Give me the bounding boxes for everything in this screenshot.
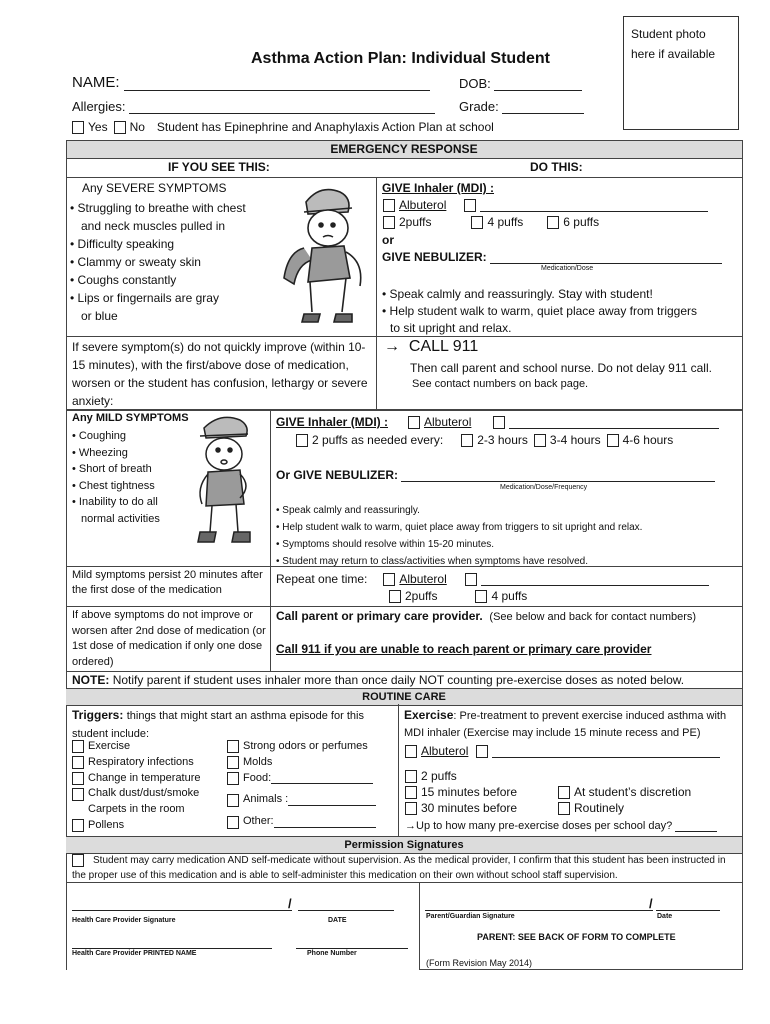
epi-text: Student has Epinephrine and Anaphylaxis Action Plan at school [156,120,494,134]
mild-title: Any MILD SYMPTOMS [72,412,189,424]
self-medicate-row: Student may carry medication AND self-medicate without supervision. As the medical provider, I confirm that this student has been instructed in the proper use of this medication and is able to self-administer this medication on their own without school staff supervision. [72,855,726,881]
trigger-item[interactable]: Strong odors or perfumes [227,739,376,755]
hcp-signature-label: Health Care Provider Signature [72,917,176,924]
mild-34h-checkbox[interactable] [534,434,546,447]
severe-4puffs-checkbox[interactable] [471,216,483,229]
dob-label: DOB: [459,76,491,91]
repeat-albuterol-checkbox[interactable] [383,573,395,586]
exercise-albuterol-checkbox[interactable] [405,745,417,758]
severe-item: • Difficulty speaking [70,237,175,251]
med-dose-caption: Medication/Dose [541,265,594,272]
hcp-date-label: DATE [328,917,347,924]
allergies-label: Allergies: [72,99,126,114]
exercise-other-checkbox[interactable] [476,745,488,758]
repeat-puffs-row: 2puffs 4 puffs [389,589,527,603]
mild-boy-illustration [180,412,270,552]
exercise-heading: Exercise: Pre-treatment to prevent exercise induced asthma with MDI inhaler (Exercise may include 15 minute recess and PE) [404,708,727,739]
dob-field[interactable] [459,76,582,91]
severe-item: • Clammy or sweaty skin [70,255,201,269]
exercise-options-right [558,784,691,816]
hcp-date-line[interactable] [298,896,394,911]
exercise-discretion[interactable]: At student’s discretion [558,784,691,800]
severe-nebulizer-row[interactable]: GIVE NEBULIZER: [382,250,722,264]
triggers-heading: Triggers: things that might start an asthma episode for this student include: [72,708,364,740]
exercise-2puffs[interactable]: 2 puffs [405,768,517,784]
student-photo-label: Student photo here if available [631,27,716,61]
exercise-15min[interactable]: 15 minutes before [405,784,517,800]
trigger-item[interactable]: Animals : [227,792,376,808]
form-title: Asthma Action Plan: Individual Student [251,50,550,67]
slash: / [649,896,653,911]
severe-actions: • Speak calmly and reassuringly. Stay with student! • Help student walk to warm, quiet place away from triggers to sit upright and relax. [382,287,698,335]
severe-other-med-line[interactable] [480,199,708,212]
repeat-4puffs-checkbox[interactable] [475,590,487,603]
call-parent-mild: Call parent or primary care provider. (See below and back for contact numbers) [276,609,697,623]
trigger-item[interactable]: Change in temperature [72,771,201,787]
allergies-field[interactable] [72,99,435,114]
grade-label: Grade: [459,99,499,114]
parent-date-label: Date [657,913,673,920]
trigger-item[interactable]: Exercise [72,739,201,755]
parent-back-note: PARENT: SEE BACK OF FORM TO COMPLETE [477,932,676,942]
mild-albuterol-checkbox[interactable] [408,416,420,429]
severe-albuterol-row: Albuterol [383,198,708,212]
mild-actions: • Speak calmly and reassuringly. • Help student walk to warm, quiet place away from triggers to sit upright and relax. • Symptoms should resolve within 15-20 minutes. • Student may return to class/activities when symptoms have resolved. [276,505,643,567]
trigger-item[interactable]: Chalk dust/dust/smoke [72,786,201,802]
mild-23h-checkbox[interactable] [461,434,473,447]
severe-2puffs-checkbox[interactable] [383,216,395,229]
trigger-item[interactable]: Molds [227,755,376,771]
severe-item: • Struggling to breathe with chest [70,201,246,215]
mild-2puffs-checkbox[interactable] [296,434,308,447]
if-you-see-header: IF YOU SEE THIS: [168,160,270,174]
hcp-name-line[interactable] [72,934,272,949]
severe-item: or blue [81,309,118,323]
repeat-other-line[interactable] [481,573,709,586]
give-inhaler-severe: GIVE Inhaler (MDI) : [382,181,495,195]
or-label: or [382,233,394,247]
repeat-2puffs-checkbox[interactable] [389,590,401,603]
trigger-item[interactable]: Other: [227,814,376,830]
repeat-other-checkbox[interactable] [465,573,477,586]
yes-checkbox[interactable] [72,121,84,134]
parent-signature-label: Parent/Guardian Signature [426,913,515,920]
mild-other-med-line[interactable] [509,416,719,429]
med-dose-freq-caption: Medication/Dose/Frequency [500,484,588,491]
exercise-other-line[interactable] [492,745,720,758]
exercise-routinely[interactable]: Routinely [558,800,691,816]
call-parent-severe: Then call parent and school nurse. Do not delay 911 call. [410,361,712,375]
hcp-phone-line[interactable] [296,934,408,949]
routine-band: ROUTINE CARE [66,688,742,706]
mild-list: • Coughing • Wheezing • Short of breath • Chest tightness • Inability to do all normal activities [72,430,160,525]
severe-item: • Lips or fingernails are gray [70,291,219,305]
mild-puffs-row: 2 puffs as needed every: 2-3 hours 3-4 hours 4-6 hours [296,433,673,447]
do-this-header: DO THIS: [530,160,583,174]
see-contact: See contact numbers on back page. [412,378,589,390]
severe-item: and neck muscles pulled in [81,219,226,233]
severe-6puffs-checkbox[interactable] [547,216,559,229]
exercise-30min[interactable]: 30 minutes before [405,800,517,816]
severe-albuterol-checkbox[interactable] [383,199,395,212]
no-label: No [129,120,145,134]
parent-signature-line[interactable] [425,896,653,911]
call-911-severe: → CALL 911 [384,338,479,355]
severe-other-med-checkbox[interactable] [464,199,476,212]
severe-item: • Coughs constantly [70,273,177,287]
name-label: NAME: [72,74,120,91]
permission-band: Permission Signatures [66,836,742,854]
severe-puffs-row: 2puffs 4 puffs 6 puffs [383,215,599,229]
yes-label: Yes [88,120,108,134]
self-medicate-checkbox[interactable] [72,854,84,867]
trigger-item[interactable]: Food: [227,771,376,787]
severe-title: Any SEVERE SYMPTOMS [82,181,227,195]
call-911-mild: Call 911 if you are unable to reach parent or primary care provider [276,642,652,656]
severe-list [70,199,246,325]
grade-field[interactable] [459,99,584,114]
epi-row [72,120,494,134]
triggers-left-list [72,739,201,834]
name-field[interactable] [72,74,430,91]
note-row: NOTE: Notify parent if student uses inhaler more than once daily NOT counting pre-exercise doses as noted below. [72,673,685,687]
hcp-name-label: Health Care Provider PRINTED NAME [72,950,197,957]
trigger-item[interactable]: Respiratory infections [72,755,201,771]
form-revision: (Form Revision May 2014) [426,958,533,968]
trigger-item[interactable]: Carpets in the room [88,803,185,816]
repeat-row: Repeat one time: Albuterol [276,572,709,586]
exercise-options [405,768,517,816]
no-checkbox[interactable] [114,121,126,134]
trigger-item[interactable]: Pollens [72,818,201,834]
mild-other-med-checkbox[interactable] [493,416,505,429]
phone-label: Phone Number [307,950,357,957]
mild-46h-checkbox[interactable] [607,434,619,447]
emergency-band: EMERGENCY RESPONSE [66,140,742,159]
exercise-albuterol-row: Albuterol [405,744,720,758]
hcp-signature-line[interactable] [72,896,292,911]
triggers-right-list [227,739,376,830]
up-to-doses[interactable]: →Up to how many pre-exercise doses per school day? [405,820,717,832]
not-improve-text: If above symptoms do not improve or worsen after 2nd dose of medication (or 1st dose of medication if only one dose ordered) [72,609,266,668]
slash: / [288,896,292,911]
parent-date-line[interactable] [656,896,720,911]
mild-give-inhaler-row: GIVE Inhaler (MDI) : Albuterol [276,415,719,429]
mild-nebulizer-row[interactable]: Or GIVE NEBULIZER: [276,468,715,482]
mild-persist-text: Mild symptoms persist 20 minutes after the first dose of the medication [72,569,263,596]
severe-boy-illustration [268,182,373,332]
severe-persist-text: If severe symptom(s) do not quickly improve (within 10-15 minutes), with the first/above dose of medication, worsen or the student has confusion, lethargy or severe anxiety: [72,340,368,408]
